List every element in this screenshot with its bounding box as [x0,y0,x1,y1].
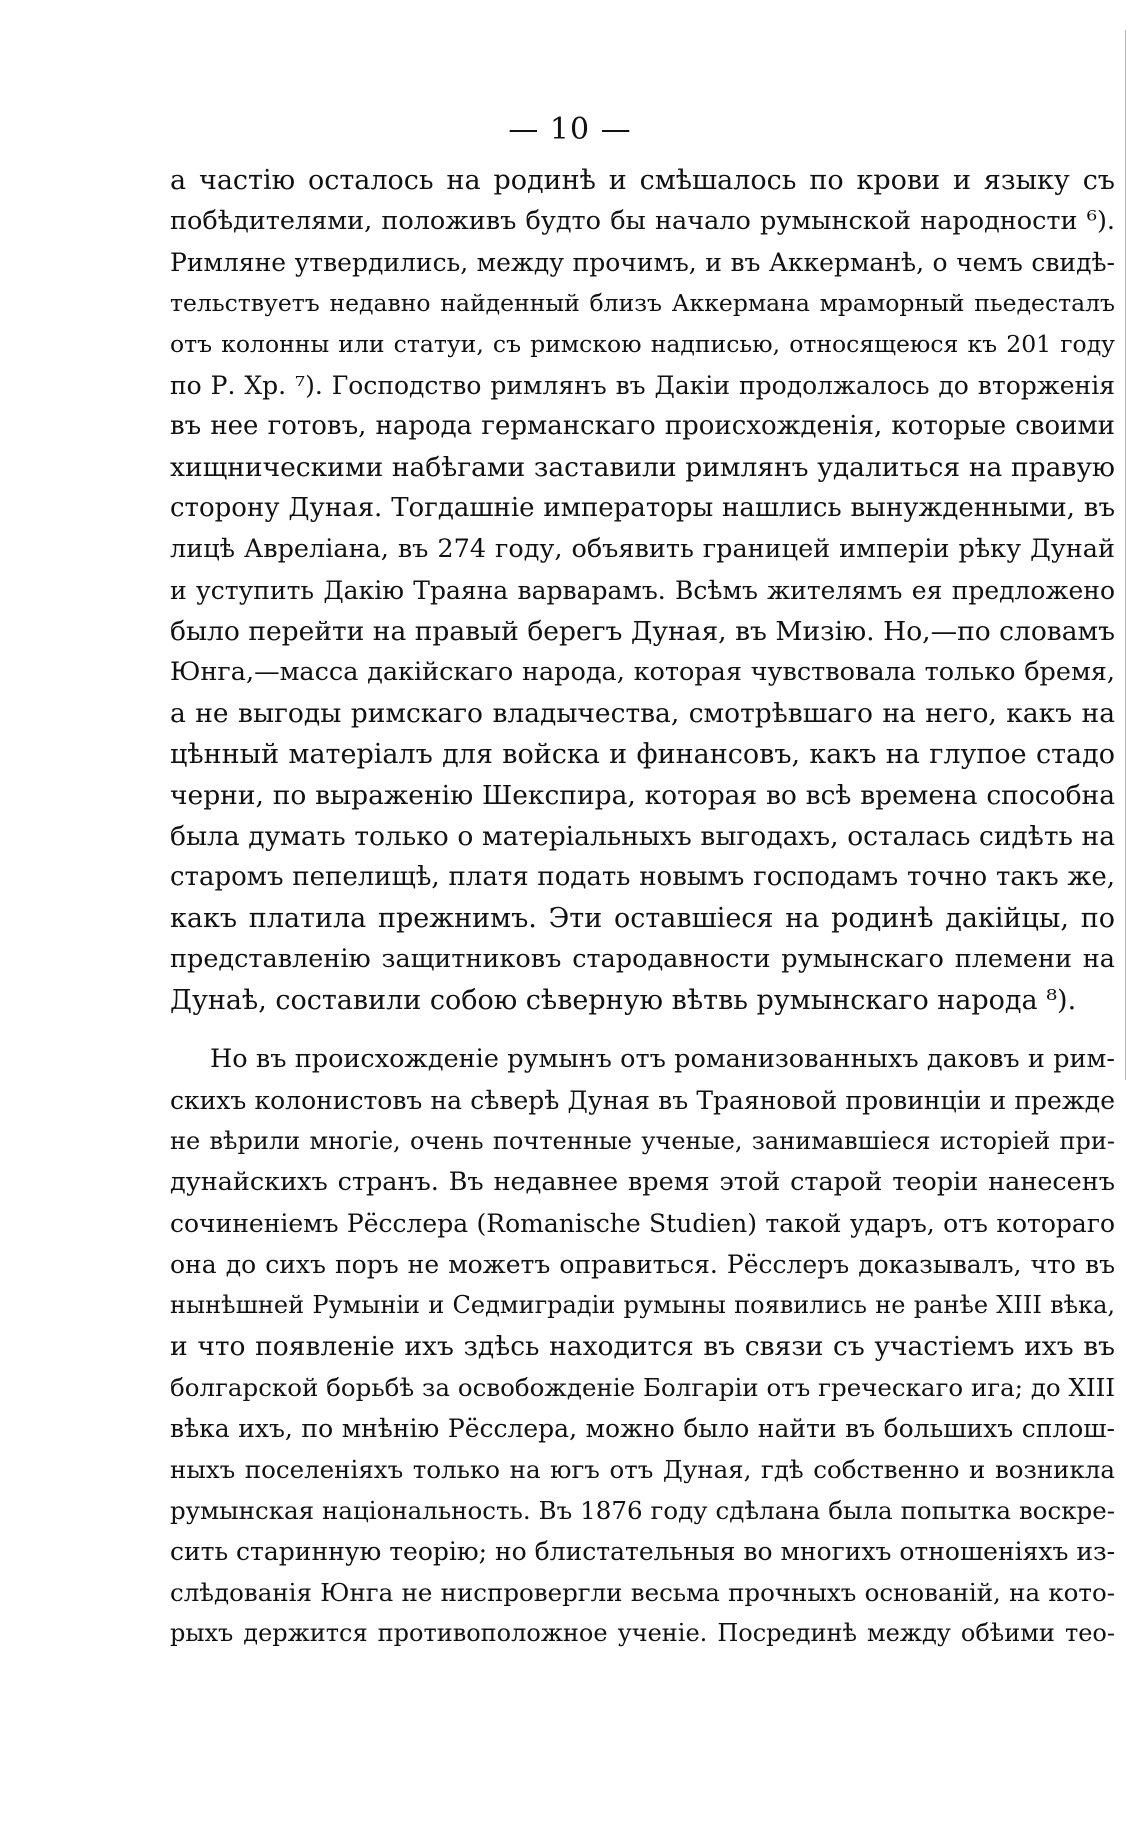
text-line: скихъ колонистовъ на сѣверѣ Дуная въ Траяновой провинціи и прежде [170,1086,1115,1115]
paragraph-1 [170,160,1115,1021]
text-line: сить старинную теорію; но блистательныя во многихъ отношеніяхъ из- [170,1537,1116,1566]
text-line: а не выгоды римскаго владычества, смотрѣвшаго на него, какъ на [170,698,1115,729]
text-line: представленію защитниковъ стародавности румынскаго племени на [170,944,1115,974]
text-line: лицѣ Авреліана, въ 274 году, объявить границей имперіи рѣку Дунай [170,534,1115,564]
text-line: въ нее готовъ, народа германскаго происхожденія, которые своими [170,411,1115,441]
text-line: сочиненіемъ Рёсслера (Romanische Studien) такой ударъ, отъ котораго [170,1209,1115,1238]
text-line: было перейти на правый берегъ Дуная, въ Мизію. Но,—по словамъ [170,616,1115,647]
text-line: рыхъ держится противоположное ученіе. Посрединѣ между обѣими тео- [170,1619,1115,1647]
text-line: старомъ пепелищѣ, платя подать новымъ господамъ точно такъ же, [170,862,1115,892]
text-line: хищническими набѣгами заставили римлянъ удалиться на правую [170,452,1115,483]
paragraph-2 [170,1039,1115,1654]
text-line: ныхъ поселеніяхъ только на югъ отъ Дуная, гдѣ собственно и возникла [170,1455,1115,1484]
text-line: и уступить Дакію Траяна варварамъ. Всѣмъ жителямъ ея предложено [170,576,1115,605]
page-edge-line [1125,30,1126,1080]
text-line: болгарской борьбѣ за освобожденіе Болгаріи отъ греческаго ига; до XIII [170,1373,1115,1402]
text-line: тельствуетъ недавно найденный близъ Аккермана мраморный пьедесталъ [170,289,1115,317]
text-line: какъ платила прежнимъ. Эти оставшіеся на родинѣ дакійцы, по [170,903,1115,934]
text-line: дунайскихъ странъ. Въ недавнее время этой старой теоріи нанесенъ [170,1167,1115,1197]
text-line: сторону Дуная. Тогдашніе императоры нашлись вынужденными, въ [170,493,1115,523]
text-line: была думать только о матеріальныхъ выгодахъ, осталась сидѣть на [170,821,1115,852]
text-line: отъ колонны или статуи, съ римскою надписью, относящеюся къ 201 году [170,330,1115,358]
text-line: Дунаѣ, составили собою сѣверную вѣтвь румынскаго народа ⁸). [170,985,1077,1016]
text-line: побѣдителями, положивъ будто бы начало румынской народности ⁶). [170,206,1115,236]
text-line: Юнга,—масса дакійскаго народа, которая чувствовала только бремя, [170,657,1115,687]
page-number: — 10 — [508,112,632,147]
text-line: и что появленіе ихъ здѣсь находится въ связи съ участіемъ ихъ въ [170,1331,1115,1362]
text-line: а частію осталось на родинѣ и смѣшалось по крови и языку съ [170,165,1115,196]
text-line: черни, по выраженію Шекспира, которая во всѣ времена способна [170,780,1115,811]
text-line: она до сихъ поръ не можетъ оправиться. Рёсслеръ доказывалъ, что въ [170,1250,1115,1279]
text-line: не вѣрили многіе, очень почтенные ученые, занимавшіеся исторіей при- [170,1127,1115,1155]
text-line: вѣка ихъ, по мнѣнію Рёсслера, можно было найти въ большихъ сплош- [170,1414,1115,1443]
body-text [170,160,1115,1654]
text-line: слѣдованія Юнга не ниспровергли весьма прочныхъ основаній, на кото- [170,1578,1115,1607]
text-line: по Р. Хр. ⁷). Господство римлянъ въ Дакіи продолжалось до вторженія [170,371,1115,400]
text-line: Но въ происхожденіе румынъ отъ романизованныхъ даковъ и рим- [210,1044,1115,1074]
text-line: Римляне утвердились, между прочимъ, и въ Аккерманѣ, о чемъ свидѣ- [170,248,1115,277]
text-line: румынская національность. Въ 1876 году сдѣлана была попытка воскре- [170,1496,1115,1525]
text-line: нынѣшней Румыніи и Седмиградіи румыны появились не ранѣе XIII вѣка, [170,1291,1115,1319]
text-line: цѣнный матеріалъ для войска и финансовъ, какъ на глупое стадо [170,739,1115,770]
